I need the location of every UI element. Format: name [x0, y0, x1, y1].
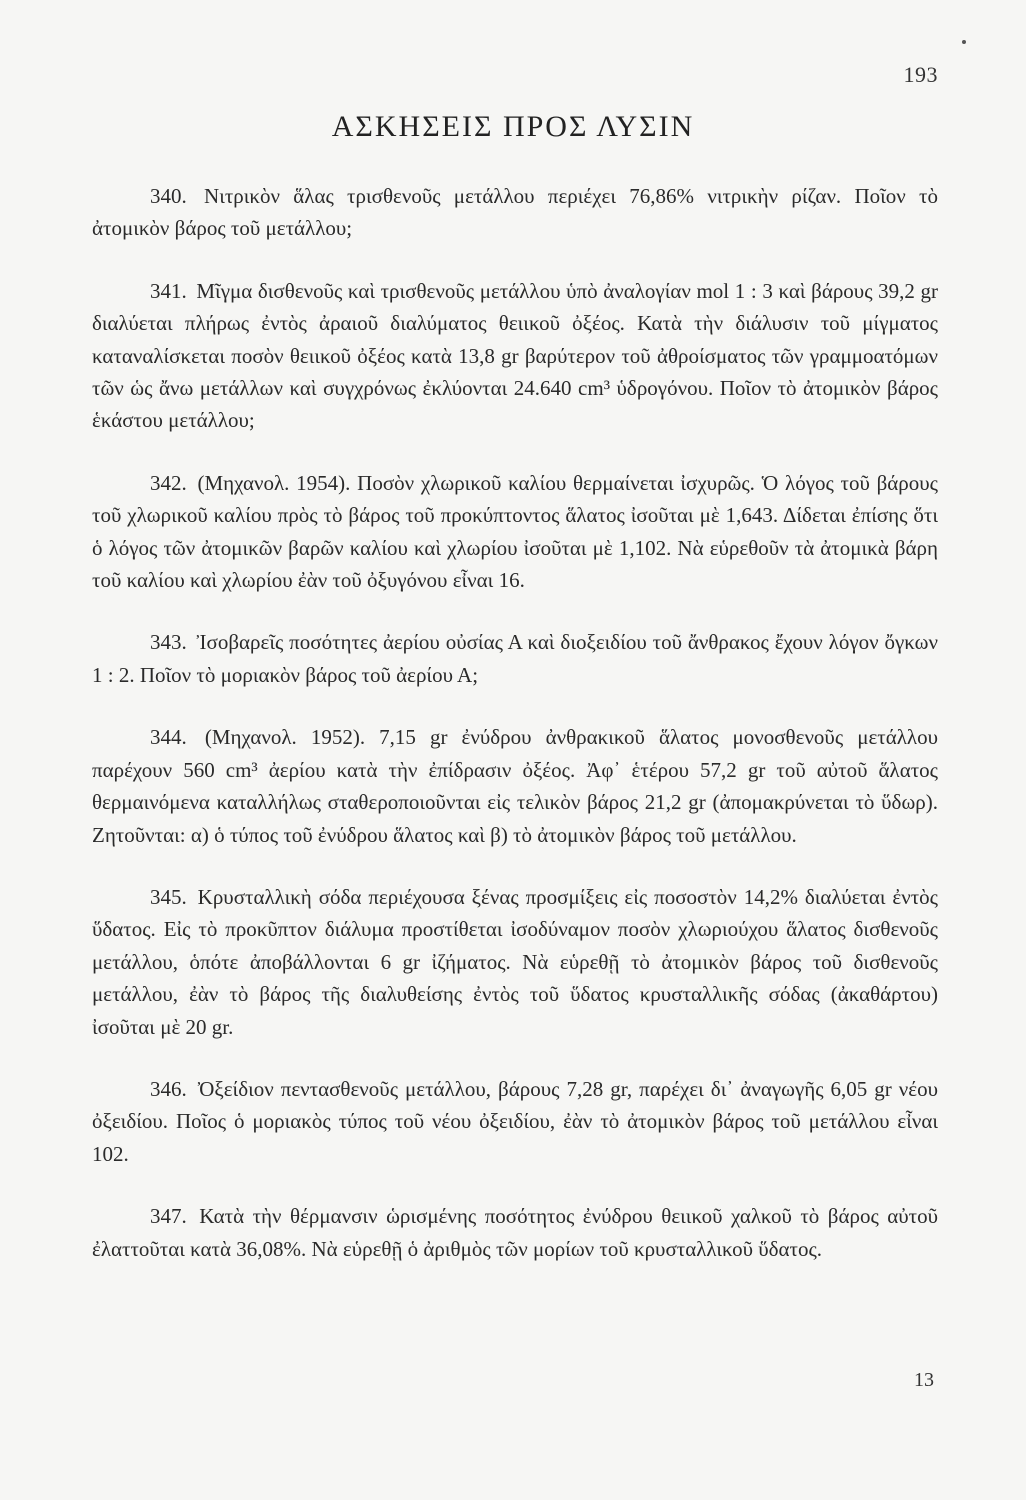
exercise-343	[92, 626, 938, 691]
exercise-345	[92, 881, 938, 1043]
exercise-number: 342.	[150, 470, 187, 495]
exercise-346	[92, 1073, 938, 1170]
exercise-text: (Μηχανολ. 1954). Ποσὸν χλωρικοῦ καλίου θερμαίνεται ἰσχυρῶς. Ὁ λόγος τοῦ βάρους τοῦ χλωρικοῦ καλίου πρὸς τὸ βάρος τοῦ προκύπτοντος ἅλατος ἰσοῦται μὲ 1,643. Δίδεται ἐπίσης ὅτι ὁ λόγος τῶν ἀτομικῶν βαρῶν καλίου καὶ χλωρίου ἰσοῦται μὲ 1,102. Νὰ εὑρεθοῦν τὰ ἀτομικὰ βάρη τοῦ καλίου καὶ χλωρίου ἐὰν τοῦ ὀξυγόνου εἶναι 16.	[92, 470, 938, 593]
exercise-text: Κατὰ τὴν θέρμανσιν ὡρισμένης ποσότητος ἐνύδρου θειικοῦ χαλκοῦ τὸ βάρος αὐτοῦ ἐλαττοῦται κατὰ 36,08%. Νὰ εὑρεθῇ ὁ ἀριθμὸς τῶν μορίων τοῦ κρυσταλλικοῦ ὕδατος.	[92, 1204, 939, 1261]
exercise-340	[92, 180, 938, 245]
exercise-number: 344.	[150, 725, 187, 750]
page-number: 193	[903, 62, 938, 87]
page-heading: ΑΣΚΗΣΕΙΣ ΠΡΟΣ ΛΥΣΙΝ	[331, 110, 695, 143]
exercise-347	[92, 1200, 938, 1265]
exercise-number: 341.	[150, 278, 187, 303]
exercise-text: Ἰσοβαρεῖς ποσότητες ἀερίου οὐσίας Α καὶ διοξειδίου τοῦ ἄνθρακος ἔχουν λόγον ὄγκων 1 : 2. Ποῖον τὸ μοριακὸν βάρος τοῦ ἀερίου Α;	[92, 630, 938, 687]
signature-mark: 13	[914, 1369, 934, 1391]
exercise-number: 345.	[150, 884, 187, 909]
exercise-number: 343.	[150, 630, 187, 655]
exercise-text: (Μηχανολ. 1952). 7,15 gr ἐνύδρου ἀνθρακικοῦ ἅλατος μονοσθενοῦς μετάλλου παρέχουν 560 cm³ ἀερίου κατὰ τὴν ἐπίδρασιν ὀξέος. Ἀφ᾽ ἑτέρου 57,2 gr τοῦ αὐτοῦ ἅλατος θερμαινόμενα καταλλήλως σταθεροποιοῦνται εἰς τελικὸν βάρος 21,2 gr (ἀπομακρύνεται τὸ ὕδωρ). Ζητοῦνται: α) ὁ τύπος τοῦ ἐνύδρου ἅλατος καὶ β) τὸ ἀτομικὸν βάρος τοῦ μετάλλου.	[92, 725, 939, 847]
exercise-341	[92, 275, 938, 437]
exercise-text: Ὀξείδιον πεντασθενοῦς μετάλλου, βάρους 7,28 gr, παρέχει δι᾽ ἀναγωγῆς 6,05 gr νέου ὀξειδίου. Ποῖος ὁ μοριακὸς τύπος τοῦ νέου ὀξειδίου, ἐὰν τὸ ἀτομικὸν βάρος τοῦ μετάλλου εἶναι 102.	[92, 1076, 939, 1166]
exercise-number: 347.	[150, 1204, 187, 1229]
exercise-342	[92, 467, 938, 597]
exercise-number: 346.	[150, 1076, 187, 1101]
scan-speck	[962, 40, 966, 44]
exercise-text: Μῖγμα δισθενοῦς καὶ τρισθενοῦς μετάλλου ὑπὸ ἀναλογίαν mol 1 : 3 καὶ βάρους 39,2 gr διαλύεται πλήρως ἐντὸς ἀραιοῦ διαλύματος θειικοῦ ὀξέος. Κατὰ τὴν διάλυσιν τοῦ μίγματος καταναλίσκεται ποσὸν θειικοῦ ὀξέος κατὰ 13,8 gr βαρύτερον τοῦ ἀθροίσματος τῶν γραμμοατόμων τῶν ὡς ἄνω μετάλλων καὶ συγχρόνως ἐκλύονται 24.640 cm³ ὑδρογόνου. Ποῖον τὸ ἀτομικὸν βάρος ἑκάστου μετάλλου;	[92, 278, 939, 433]
exercise-text: Νιτρικὸν ἅλας τρισθενοῦς μετάλλου περιέχει 76,86% νιτρικὴν ρίζαν. Ποῖον τὸ ἀτομικὸν βάρος τοῦ μετάλλου;	[92, 184, 938, 241]
exercise-list	[92, 180, 938, 1295]
exercise-text: Κρυσταλλικὴ σόδα περιέχουσα ξένας προσμίξεις εἰς ποσοστὸν 14,2% διαλύεται ἐντὸς ὕδατος. Εἰς τὸ προκῦπτον διάλυμα προστίθεται ἰσοδύναμον ποσὸν χλωριούχου ἅλατος δισθενοῦς μετάλλου, ὁπότε ἀποβάλλονται 6 gr ἰζήματος. Νὰ εὑρεθῇ τὸ ἀτομικὸν βάρος τοῦ δισθενοῦς μετάλλου, ἐὰν τὸ βάρος τῆς διαλυθείσης ἐντὸς τοῦ ὕδατος κρυσταλλικῆς σόδας (ἀκαθάρτου) ἰσοῦται μὲ 20 gr.	[92, 884, 938, 1039]
exercise-344	[92, 721, 938, 851]
exercise-number: 340.	[150, 184, 187, 208]
